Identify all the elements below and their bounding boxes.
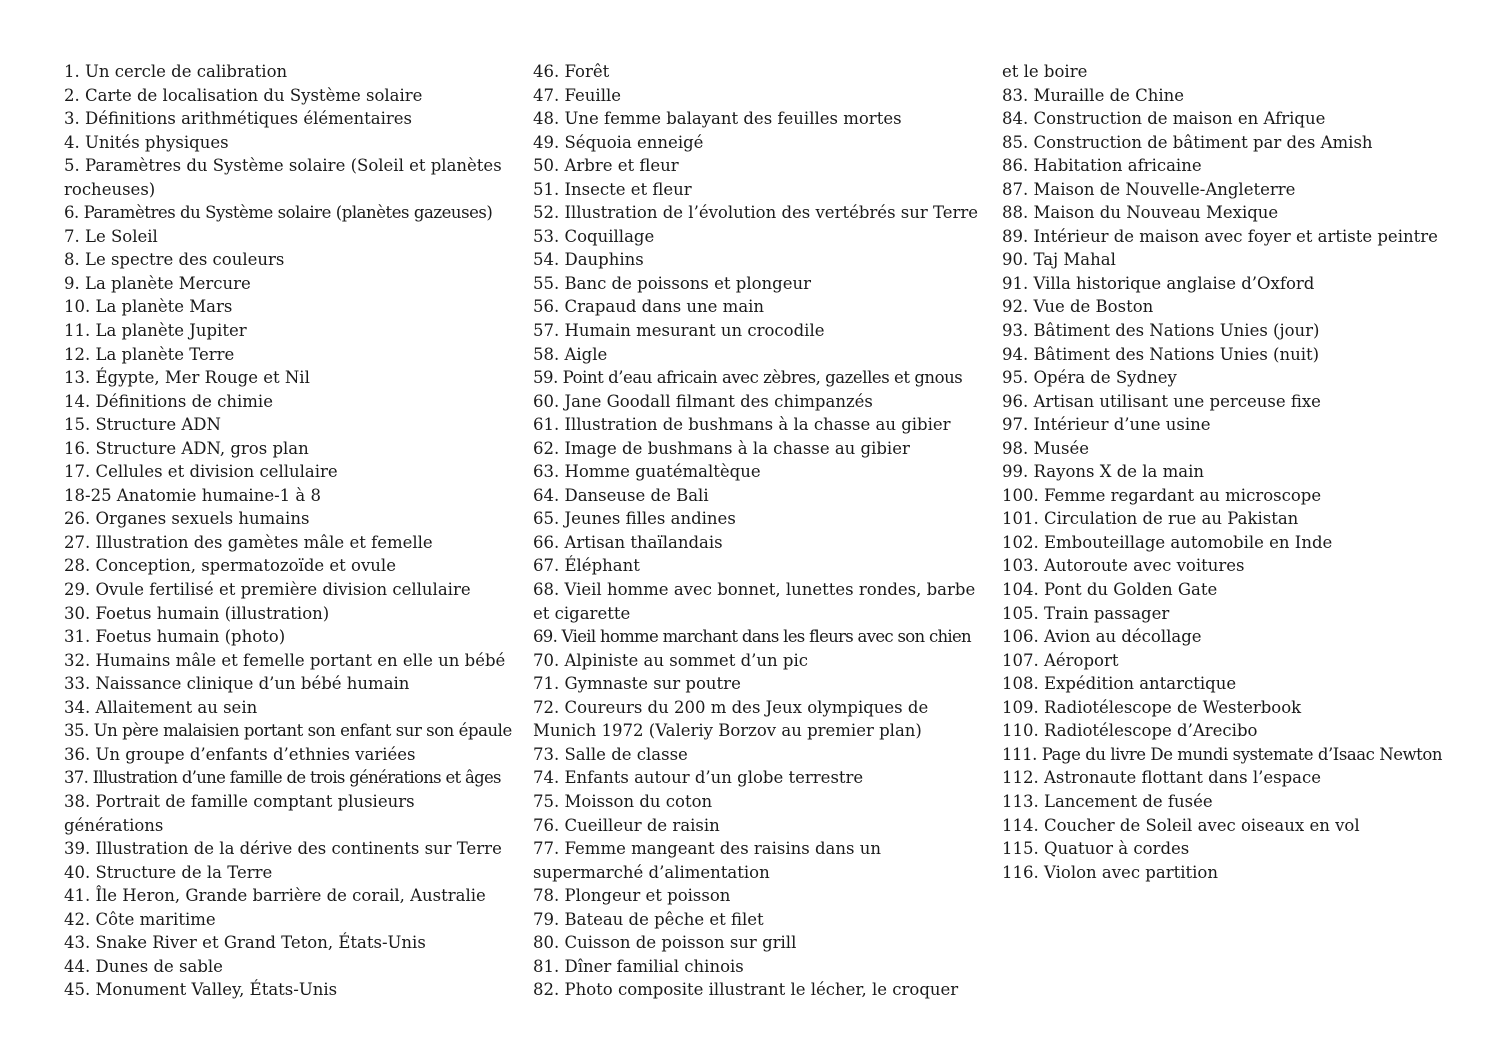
list-item: 80. Cuisson de poisson sur grill bbox=[533, 933, 797, 953]
list-column-1 bbox=[64, 60, 512, 1002]
list-item: 108. Expédition antarctique bbox=[1002, 674, 1237, 694]
list-item: 109. Radiotélescope de Westerbook bbox=[1002, 697, 1302, 717]
list-item: 46. Forêt bbox=[533, 62, 610, 81]
list-item: 18-25 Anatomie humaine-1 à 8 bbox=[64, 485, 321, 505]
list-item: et cigarette bbox=[533, 603, 631, 623]
list-item: 106. Avion au décollage bbox=[1002, 627, 1202, 647]
list-item: 39. Illustration de la dérive des continents sur Terre bbox=[64, 839, 502, 859]
list-item: 8. Le spectre des couleurs bbox=[64, 250, 285, 270]
list-item: 86. Habitation africaine bbox=[1002, 156, 1202, 176]
list-item: 99. Rayons X de la main bbox=[1002, 462, 1205, 482]
list-item: générations bbox=[64, 815, 164, 835]
list-item: 30. Foetus humain (illustration) bbox=[64, 603, 330, 623]
list-item: 81. Dîner familial chinois bbox=[533, 956, 744, 976]
list-item: 45. Monument Valley, États-Unis bbox=[64, 980, 338, 1000]
list-item: 27. Illustration des gamètes mâle et femelle bbox=[64, 532, 433, 552]
list-item: 101. Circulation de rue au Pakistan bbox=[1002, 509, 1299, 529]
list-item: 111. Page du livre De mundi systemate d’Isaac Newton bbox=[1002, 744, 1443, 764]
list-item: 28. Conception, spermatozoïde et ovule bbox=[64, 556, 396, 576]
list-item: 116. Violon avec partition bbox=[1002, 862, 1218, 882]
list-item: 64. Danseuse de Bali bbox=[533, 485, 709, 505]
list-item: 50. Arbre et fleur bbox=[533, 156, 679, 176]
list-item: 89. Intérieur de maison avec foyer et artiste peintre bbox=[1002, 226, 1438, 246]
list-item: 87. Maison de Nouvelle-Angleterre bbox=[1002, 179, 1296, 199]
list-item: 68. Vieil homme avec bonnet, lunettes rondes, barbe bbox=[533, 580, 976, 600]
list-item: 13. Égypte, Mer Rouge et Nil bbox=[64, 368, 310, 388]
list-item: 57. Humain mesurant un crocodile bbox=[533, 321, 825, 341]
list-item: 41. Île Heron, Grande barrière de corail, Australie bbox=[64, 886, 486, 906]
list-item: 60. Jane Goodall filmant des chimpanzés bbox=[533, 391, 873, 411]
list-item: 32. Humains mâle et femelle portant en elle un bébé bbox=[64, 650, 506, 670]
list-item: 62. Image de bushmans à la chasse au gibier bbox=[533, 438, 910, 458]
list-item: 88. Maison du Nouveau Mexique bbox=[1002, 203, 1279, 223]
list-item: 94. Bâtiment des Nations Unies (nuit) bbox=[1002, 344, 1320, 364]
list-item: 35. Un père malaisien portant son enfant sur son épaule bbox=[64, 721, 512, 741]
list-item: 3. Définitions arithmétiques élémentaires bbox=[64, 109, 413, 129]
list-item: 79. Bateau de pêche et filet bbox=[533, 909, 764, 929]
list-item: 76. Cueilleur de raisin bbox=[533, 815, 720, 835]
list-item: 110. Radiotélescope d’Arecibo bbox=[1002, 721, 1258, 741]
list-item: 100. Femme regardant au microscope bbox=[1002, 485, 1322, 505]
list-item: 92. Vue de Boston bbox=[1002, 297, 1154, 317]
list-item: 4. Unités physiques bbox=[64, 132, 229, 152]
list-item: 49. Séquoia enneigé bbox=[533, 132, 704, 152]
list-item: 73. Salle de classe bbox=[533, 744, 688, 764]
list-item: 67. Éléphant bbox=[533, 556, 640, 576]
list-item: 104. Pont du Golden Gate bbox=[1002, 580, 1218, 600]
list-item: 105. Train passager bbox=[1002, 603, 1170, 623]
list-item: 75. Moisson du coton bbox=[533, 791, 713, 811]
list-item: 31. Foetus humain (photo) bbox=[64, 627, 286, 647]
list-item: 26. Organes sexuels humains bbox=[64, 509, 310, 529]
list-item: 97. Intérieur d’une usine bbox=[1002, 415, 1211, 435]
list-item: 78. Plongeur et poisson bbox=[533, 886, 731, 906]
list-item: 36. Un groupe d’enfants d’ethnies variées bbox=[64, 744, 416, 764]
list-column-3 bbox=[1002, 60, 1450, 884]
list-item: 48. Une femme balayant des feuilles mortes bbox=[533, 109, 902, 129]
list-item: 103. Autoroute avec voitures bbox=[1002, 556, 1245, 576]
list-item: 90. Taj Mahal bbox=[1002, 250, 1116, 270]
list-item: 107. Aéroport bbox=[1002, 650, 1119, 670]
list-item: 91. Villa historique anglaise d’Oxford bbox=[1002, 273, 1315, 293]
list-item: 83. Muraille de Chine bbox=[1002, 85, 1185, 105]
list-item: 70. Alpiniste au sommet d’un pic bbox=[533, 650, 808, 670]
list-item: 40. Structure de la Terre bbox=[64, 862, 273, 882]
list-item: 10. La planète Mars bbox=[64, 297, 233, 317]
list-item: 55. Banc de poissons et plongeur bbox=[533, 273, 811, 293]
list-item: 33. Naissance clinique d’un bébé humain bbox=[64, 674, 410, 694]
list-item: 93. Bâtiment des Nations Unies (jour) bbox=[1002, 321, 1320, 341]
list-item: 2. Carte de localisation du Système solaire bbox=[64, 85, 423, 105]
list-item: 112. Astronaute flottant dans l’espace bbox=[1002, 768, 1321, 788]
list-item: et le boire bbox=[1002, 62, 1088, 81]
list-item: 43. Snake River et Grand Teton, États-Unis bbox=[64, 933, 426, 953]
list-item: 47. Feuille bbox=[533, 85, 622, 105]
list-item: 16. Structure ADN, gros plan bbox=[64, 438, 309, 458]
list-item: 29. Ovule fertilisé et première division cellulaire bbox=[64, 580, 471, 600]
list-item: 58. Aigle bbox=[533, 344, 608, 364]
list-column-2 bbox=[533, 60, 981, 1002]
list-item: 102. Embouteillage automobile en Inde bbox=[1002, 532, 1333, 552]
list-item: Munich 1972 (Valeriy Borzov au premier plan) bbox=[533, 721, 922, 741]
list-item: 96. Artisan utilisant une perceuse fixe bbox=[1002, 391, 1321, 411]
list-item: 1. Un cercle de calibration bbox=[64, 62, 288, 81]
list-item: 85. Construction de bâtiment par des Amish bbox=[1002, 132, 1373, 152]
list-item: 82. Photo composite illustrant le lécher, le croquer bbox=[533, 980, 959, 1000]
list-item: 6. Paramètres du Système solaire (planètes gazeuses) bbox=[64, 203, 493, 223]
list-item: 52. Illustration de l’évolution des vertébrés sur Terre bbox=[533, 203, 979, 223]
list-item: 17. Cellules et division cellulaire bbox=[64, 462, 338, 482]
list-item: 38. Portrait de famille comptant plusieurs bbox=[64, 791, 415, 811]
list-item: 9. La planète Mercure bbox=[64, 273, 251, 293]
list-item: 69. Vieil homme marchant dans les fleurs avec son chien bbox=[533, 627, 971, 647]
list-item: 95. Opéra de Sydney bbox=[1002, 368, 1177, 388]
list-item: 11. La planète Jupiter bbox=[64, 321, 247, 341]
list-item: 113. Lancement de fusée bbox=[1002, 791, 1213, 811]
list-item: 5. Paramètres du Système solaire (Soleil et planètes bbox=[64, 156, 502, 176]
list-item: 37. Illustration d’une famille de trois générations et âges bbox=[64, 768, 501, 788]
list-item: 53. Coquillage bbox=[533, 226, 655, 246]
list-item: 42. Côte maritime bbox=[64, 909, 216, 929]
list-item: 59. Point d’eau africain avec zèbres, gazelles et gnous bbox=[533, 368, 963, 388]
list-item: 15. Structure ADN bbox=[64, 415, 221, 435]
list-item: 34. Allaitement au sein bbox=[64, 697, 258, 717]
list-item: 77. Femme mangeant des raisins dans un bbox=[533, 839, 881, 859]
list-item: 98. Musée bbox=[1002, 438, 1090, 458]
list-item: 61. Illustration de bushmans à la chasse au gibier bbox=[533, 415, 951, 435]
list-item: 84. Construction de maison en Afrique bbox=[1002, 109, 1326, 129]
list-item: rocheuses) bbox=[64, 179, 156, 199]
list-item: 115. Quatuor à cordes bbox=[1002, 839, 1190, 859]
list-item: 114. Coucher de Soleil avec oiseaux en vol bbox=[1002, 815, 1360, 835]
list-item: 66. Artisan thaïlandais bbox=[533, 532, 723, 552]
list-item: 71. Gymnaste sur poutre bbox=[533, 674, 741, 694]
list-item: supermarché d’alimentation bbox=[533, 862, 770, 882]
list-item: 12. La planète Terre bbox=[64, 344, 235, 364]
list-item: 51. Insecte et fleur bbox=[533, 179, 692, 199]
list-item: 74. Enfants autour d’un globe terrestre bbox=[533, 768, 864, 788]
list-item: 65. Jeunes filles andines bbox=[533, 509, 736, 529]
list-item: 44. Dunes de sable bbox=[64, 956, 223, 976]
list-item: 7. Le Soleil bbox=[64, 226, 158, 246]
list-item: 63. Homme guatémaltèque bbox=[533, 462, 761, 482]
list-item: 14. Définitions de chimie bbox=[64, 391, 273, 411]
list-item: 56. Crapaud dans une main bbox=[533, 297, 765, 317]
list-item: 72. Coureurs du 200 m des Jeux olympiques de bbox=[533, 697, 929, 717]
list-item: 54. Dauphins bbox=[533, 250, 644, 270]
